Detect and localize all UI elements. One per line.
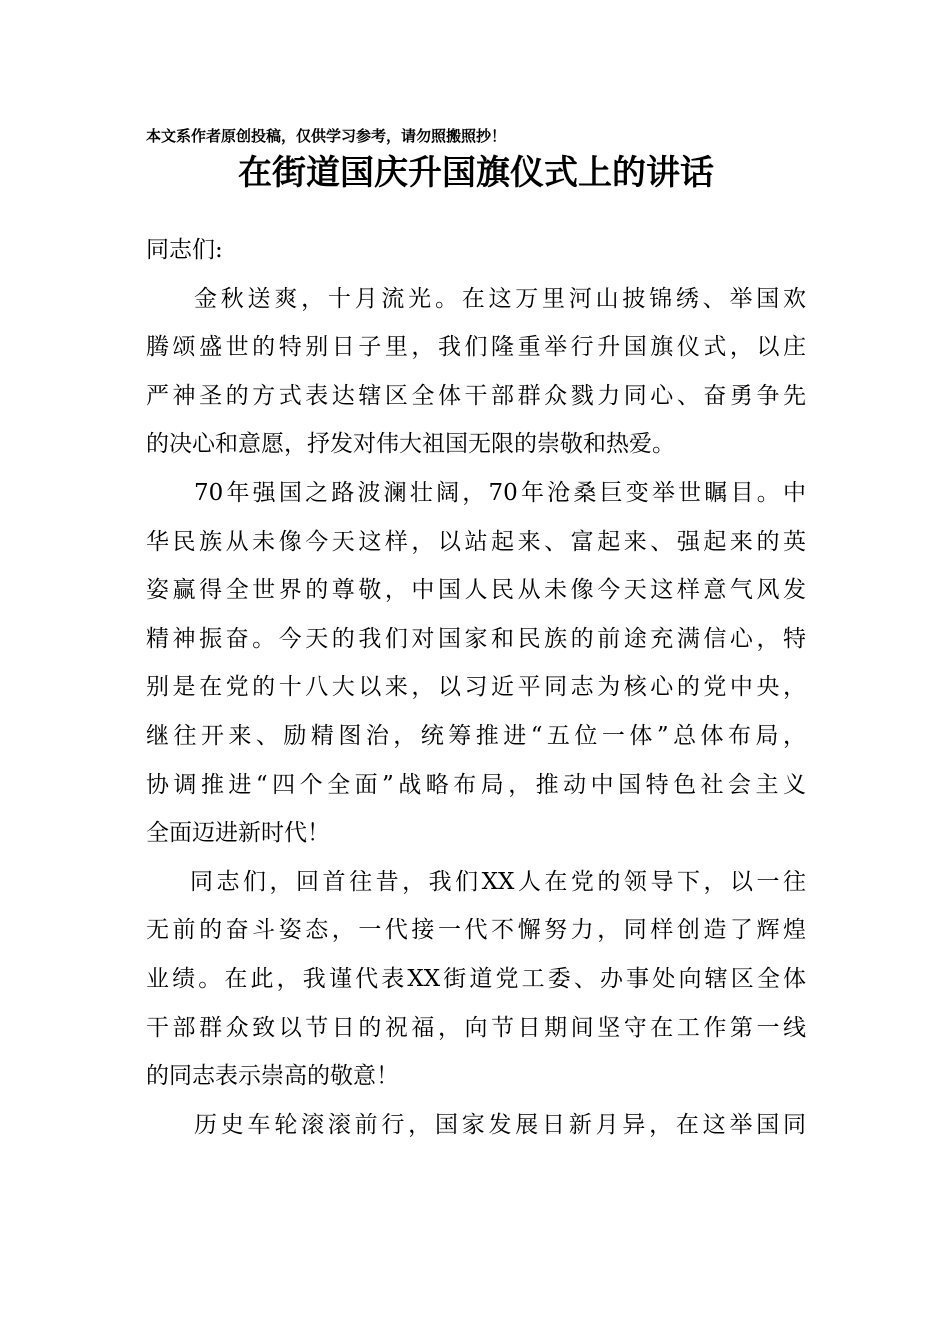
paragraph-3-line-2: 无前的奋斗姿态，一代接一代不懈努力，同样创造了辉煌 [146,917,806,944]
paragraph-3-line-1: 同志们，回首往昔，我们XX人在党的领导下，以一往 [190,868,806,895]
paragraph-2-line-3: 姿赢得全世界的尊敬，中国人民从未像今天这样意气风发 [146,577,806,604]
copyright-notice: 本文系作者原创投稿，仅供学习参考，请勿照搬照抄！ [146,127,507,145]
paragraph-3-line-3: 业绩。在此，我谨代表XX街道党工委、办事处向辖区全体 [146,965,806,992]
paragraph-1-line-4: 的决心和意愿，抒发对伟大祖国无限的崇敬和热爱。 [146,431,675,458]
paragraph-1-line-1: 金秋送爽，十月流光。在这万里河山披锦绣、举国欢 [194,285,806,312]
paragraph-3-line-5: 的同志表示崇高的敬意！ [146,1063,399,1090]
paragraph-1-line-3: 严神圣的方式表达辖区全体干部群众戮力同心、奋勇争先 [146,382,806,409]
paragraph-3-line-4: 干部群众致以节日的祝福，向节日期间坚守在工作第一线 [146,1014,806,1041]
paragraph-2-line-7: 协调推进“四个全面”战略布局，推动中国特色社会主义 [146,771,806,798]
paragraph-1-line-2: 腾颂盛世的特别日子里，我们隆重举行升国旗仪式，以庄 [146,334,806,361]
paragraph-2-line-6: 继往开来、励精图治，统筹推进“五位一体”总体布局， [146,722,806,749]
paragraph-2-line-8: 全面迈进新时代！ [146,820,330,847]
paragraph-2-line-2: 华民族从未像今天这样，以站起来、富起来、强起来的英 [146,528,806,555]
paragraph-2-line-5: 别是在党的十八大以来，以习近平同志为核心的党中央， [146,674,806,701]
document-body [146,226,806,1149]
paragraph-2-line-4: 精神振奋。今天的我们对国家和民族的前途充满信心，特 [146,625,806,652]
document-title: 在街道国庆升国旗仪式上的讲话 [238,153,714,193]
paragraph-4-line-1: 历史车轮滚滚前行，国家发展日新月异，在这举国同 [194,1111,806,1138]
salutation-line: 同志们: [146,237,223,263]
paragraph-2-line-1: 70年强国之路波澜壮阔，70年沧桑巨变举世瞩目。中 [194,479,806,506]
